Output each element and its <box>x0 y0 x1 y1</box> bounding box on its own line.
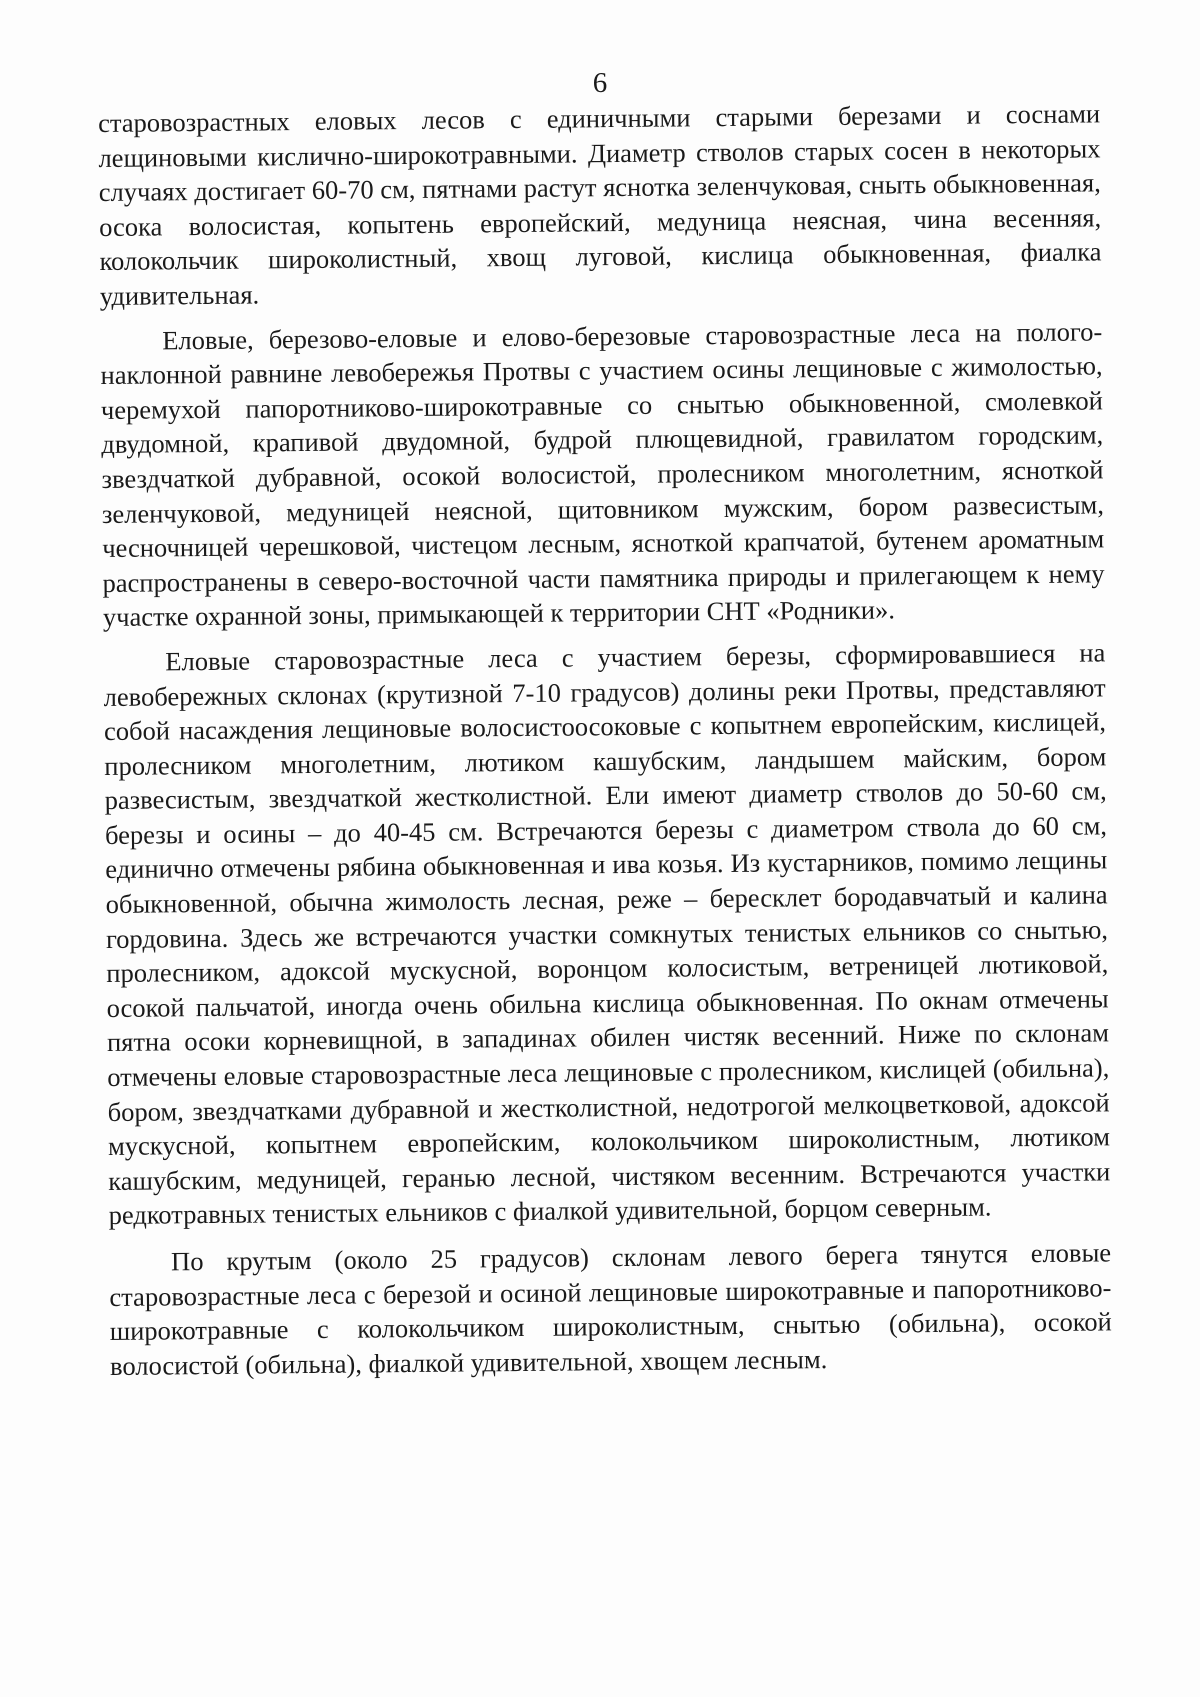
paragraph-continuation: старовозрастных еловых лесов с единичными старыми березами и соснами лещиновыми кислично-широкотравными. Диаметр стволов старых сосен в некоторых случаях достигает 60-70 см, пятнами растут яснотка зеленчуковая, сныть обыкновенная, осока волосистая, копытень европейский, медуница неясная, чина весенняя, колокольчик широколистный, хвощ луговой, кислица обыкновенная, фиалка удивительная. <box>98 98 1102 311</box>
paragraph-spruce-birch-forests: Еловые, березово-еловые и елово-березовые старовозрастные леса на полого-наклонной равнине левобережья Протвы с участием осины лещиновые с жимолостью, черемухой папоротниково-широкотравные со снытью обыкновенной, смолевкой двудомной, крапивой двудомной, будрой плющевидной, гравилатом городским, звездчаткой дубравной, осокой волосистой, пролесником многолетним, ясноткой зеленчуковой, медуницей неясной, щитовником мужским, бором развесистым, чесночницей черешковой, чистецом лесным, ясноткой крапчатой, бутенем ароматным распространены в северо-восточной части памятника природы и прилегающем к нему участке охранной зоны, примыкающей к территории СНТ «Родники». <box>100 315 1105 633</box>
page-number: 6 <box>592 67 608 99</box>
paragraph-left-bank-slopes: Еловые старовозрастные леса с участием березы, сформировавшиеся на левобережных склонах (крутизной 7-10 градусов) долины реки Протвы, представляют собой насаждения лещиновые волосистоосоковые с копытнем европейским, кислицей, пролесником многолетним, лютиком кашубским, ландышем майским, бором развесистым, звездчаткой жестколистной. Ели имеют диаметр стволов до 50-60 см, березы и осины – до 40-45 см. Встречаются березы с диаметром ствола до 60 см, единично отмечены рябина обыкновенная и ива козья. Из кустарников, помимо лещины обыкновенной, обычна жимолость лесная, реже – бересклет бородавчатый и калина гордовина. Здесь же встречаются участки сомкнутых тенистых ельников со снытью, пролесником, адоксой мускусной, воронцом колосистым, ветреницей лютиковой, осокой пальчатой, иногда очень обильна кислица обыкновенная. По окнам отмечены пятна осоки корневищной, в западинах обилен чистяк весенний. Ниже по склонам отмечены еловые старовозрастные леса лещиновые с пролесником, кислицей (обильна), бором, звездчатками дубравной и жестколистной, недотрогой мелкоцветковой, адоксой мускусной, копытнем европейским, колокольчиком широколистным, лютиком кашубским, медуницей, геранью лесной, чистяком весенним. Встречаются участки редкотравных тенистых ельников с фиалкой удивительной, борцом северным. <box>103 637 1111 1231</box>
paragraph-steep-slopes: По крутым (около 25 градусов) склонам левого берега тянутся еловые старовозрастные леса с березой и осиной лещиновые широкотравные и папоротниково-широкотравные с колокольчиком широколистным, снытью (обильна), осокой волосистой (обильна), фиалкой удивительной, хвощем лесным. <box>109 1237 1112 1381</box>
document-body <box>98 96 1112 1393</box>
